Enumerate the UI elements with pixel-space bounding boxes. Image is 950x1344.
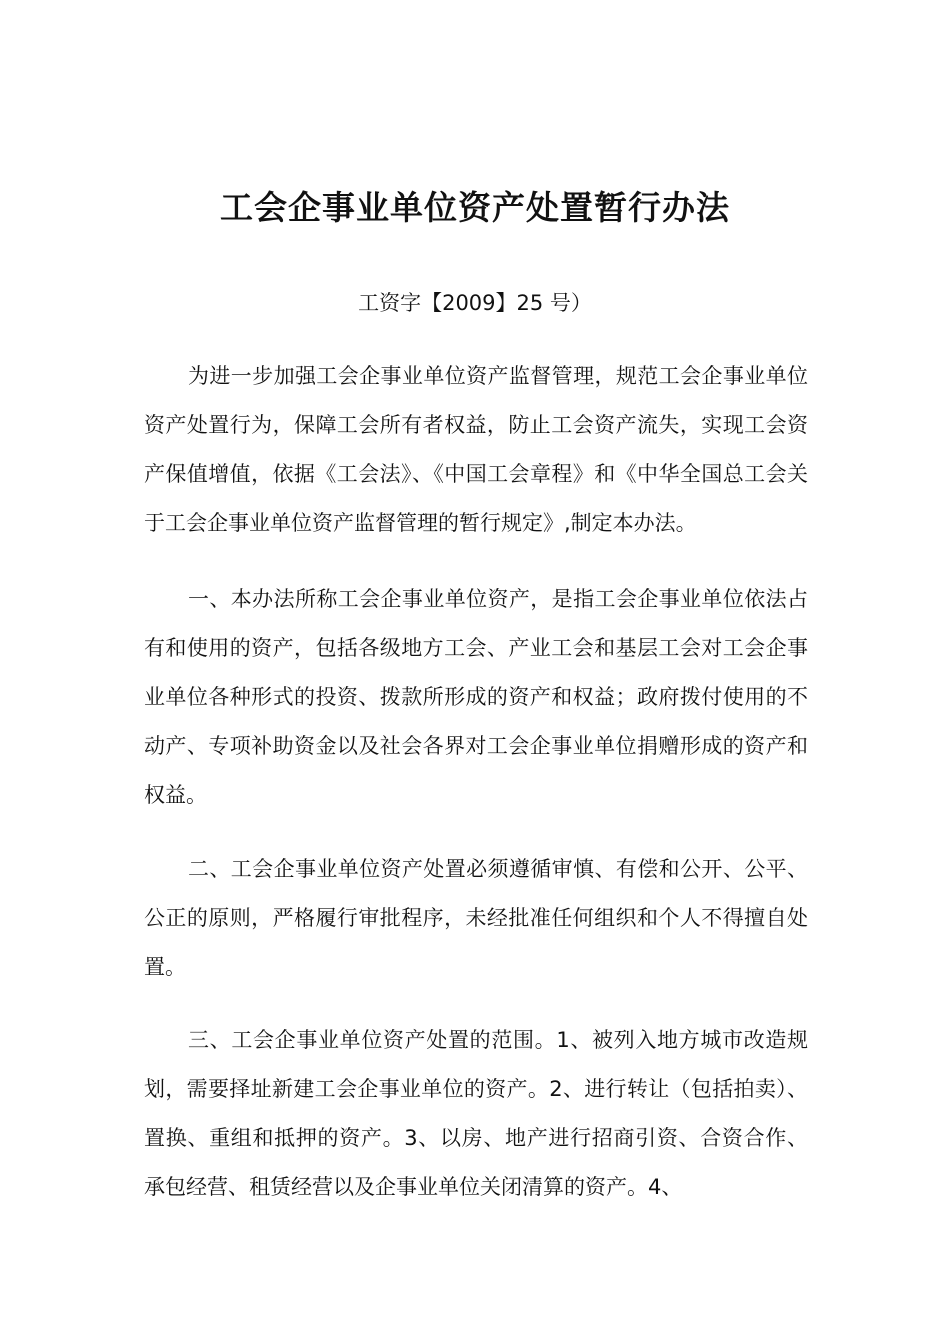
paragraph-article-3: 三、工会企事业单位资产处置的范围。1、被列入地方城市改造规划，需要择址新建工会企事业单位的资产。2、进行转让（包括拍卖）、置换、重组和抵押的资产。3、以房、地产进行招商引资、合资合作、承包经营、租赁经营以及企事业单位关闭清算的资产。4、 bbox=[144, 1028, 808, 1199]
paragraph-article-1: 一、本办法所称工会企事业单位资产，是指工会企事业单位依法占有和使用的资产，包括各级地方工会、产业工会和基层工会对工会企事业单位各种形式的投资、拨款所形成的资产和权益；政府拨付使用的不动产、专项补助资金以及社会各界对工会企事业单位捐赠形成的资产和权益。 bbox=[144, 587, 808, 807]
document-number: 工资字【2009】25 号） bbox=[358, 291, 592, 315]
paragraph-article-2: 二、工会企事业单位资产处置必须遵循审慎、有偿和公开、公平、公正的原则，严格履行审批程序，未经批准任何组织和个人不得擅自处置。 bbox=[144, 857, 808, 979]
document-title: 工会企事业单位资产处置暂行办法 bbox=[220, 188, 730, 227]
paragraph-preamble: 为进一步加强工会企事业单位资产监督管理，规范工会企事业单位资产处置行为，保障工会所有者权益，防止工会资产流失，实现工会资产保值增值，依据《工会法》、《中国工会章程》和《中华全国总工会关于工会企事业单位资产监督管理的暂行规定》,制定本办法。 bbox=[144, 364, 808, 535]
